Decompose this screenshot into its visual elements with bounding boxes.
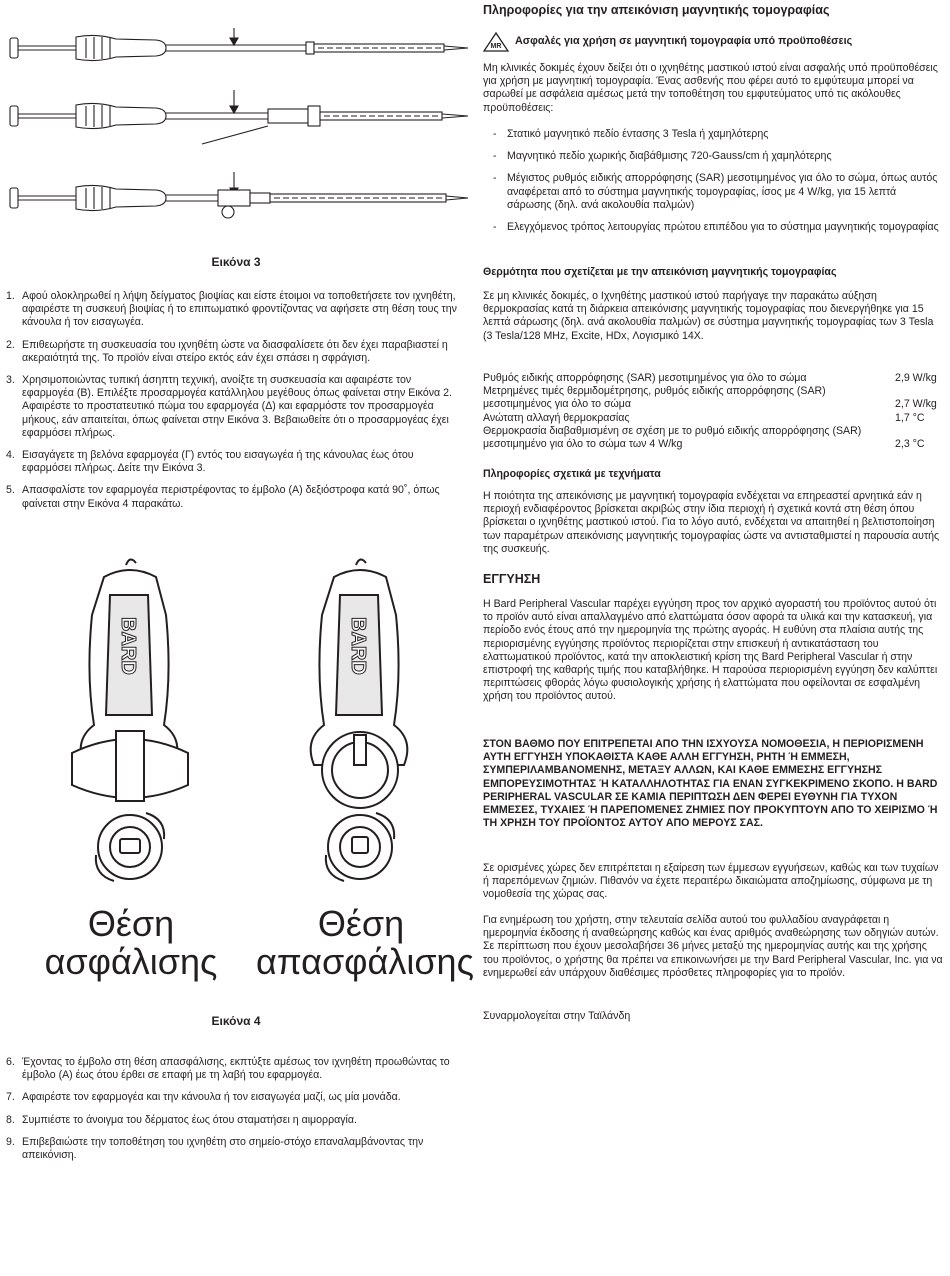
heating-values-table [483,372,943,451]
artifacts-text: Η ποιότητα της απεικόνισης με μαγνητική τομογραφία ενδέχεται να επηρεαστεί αρνητικά εάν η περιοχή ενδιαφέροντος βρίσκεται ακριβώς στην ίδια περιοχή ή σχετικά κοντά στη θέση όπου βρίσκεται ο ιχνηθέτης μαστικού ιστού. Για το λόγο αυτό, ενδέχεται να απαιτηθεί η βελτιστοποίηση των παραμέτρων απεικόνισης μαγνητικής τομογραφίας ώστε να αντισταθμιστεί η παρουσία αυτής της συσκευής. [483,490,940,555]
artifacts-title: Πληροφορίες σχετικά με τεχνήματα [483,468,661,480]
list-item: 4. Εισαγάγετε τη βελόνα εφαρμογέα (Γ) εντός του εισαγωγέα ή της κάνουλας έως ότου εφαρμόσει πλήρως. Δείτε την Εικόνα 3. [6,449,414,475]
list-item: - Ελεγχόμενος τρόπος λειτουργίας πρώτου επιπέδου για το σύστημα μαγνητικής τομογραφίας [493,221,939,234]
lock-position-label: Θέση ασφάλισης [44,903,218,982]
steps-list-b [6,1056,461,1171]
mr-conditional-row [483,32,852,52]
heat-text: Σε μη κλινικές δοκιμές, ο Ιχνηθέτης μαστικού ιστού παρήγαγε την παρακάτω αύξηση θερμοκρασίας κατά τη διάρκεια απεικόνισης μαγνητικής τομογραφίας που διενεργήθηκε για 15 λεπτά σάρωσης (δηλ. ανά ακολουθία παλμών) σε σύστημα μαγνητικής τομογραφίας των 3 Tesla (3 Tesla/128 MHz, Excite, HDx, Λογισμικό 14X. [483,290,934,342]
list-item: 3. Χρησιμοποιώντας τυπική άσηπτη τεχνική, ανοίξτε τη συσκευασία και αφαιρέστε τον εφαρμογέα (Β). Επιλέξτε προσαρμογέα κατάλληλου μεγέθους όπως φαίνεται στην Εικόνα 2. Αφαιρέστε το προστατευτικό πώμα του εφαρμογέα (Δ) και εφαρμόστε τον προσαρμογέα μήκους, εάν απαιτείται, όπως φαίνεται στην Εικόνα 3. Βεβαιωθείτε ότι ο προσαρμογέας έχει εφαρμόσει πλήρως. [6,374,452,439]
figure-4-caption: Εικόνα 4 [211,1014,261,1028]
table-row: Ρυθμός ειδικής απορρόφησης (SAR) μεσοτιμημένος για όλο το σώμα 2,9 W/kg [483,372,937,384]
warranty-title: ΕΓΓΥΗΣΗ [483,572,541,586]
table-row: Θερμοκρασία διαβαθμισμένη σε σχέση με το ρυθμό ειδικής απορρόφησης (SAR) μεσοτιμημένο για όλο το σώμα των 4 W/kg 2,3 °C [483,424,925,451]
applicator-2 [10,90,468,144]
list-item: 7. Αφαιρέστε τον εφαρμογέα και την κάνουλα ή τον εισαγωγέα μαζί, ως μία μονάδα. [6,1091,401,1104]
mr-conditional-icon [483,32,509,52]
brand-text-unlocked: BARD [347,617,369,675]
list-item: 9. Επιβεβαιώστε την τοποθέτηση του ιχνηθέτη στο σημείο-στόχο επαναλαμβάνοντας την απεικόνιση. [6,1135,424,1162]
warranty-disclaimer: ΣΤΟΝ ΒΑΘΜΟ ΠΟΥ ΕΠΙΤΡΕΠΕΤΑΙ ΑΠΟ ΤΗΝ ΙΣΧΥΟΥΣΑ ΝΟΜΟΘΕΣΙΑ, Η ΠΕΡΙΟΡΙΣΜΕΝΗ ΑΥΤΗ ΕΓΓΥΗΣΗ ΥΠΟΚΑΘΙΣΤΑ ΚΑΘΕ ΑΛΛΗ ΕΓΓΥΗΣΗ, ΡΗΤΗ Ή ΕΜΜΕΣΗ, ΣΥΜΠΕΡΙΛΑΜΒΑΝΟΜΕΝΗΣ, ΜΕΤΑΞΥ ΑΛΛΩΝ, ΚΑΙ ΚΑΘΕ ΕΜΜΕΣΗΣ ΕΓΓΥΗΣΗΣ ΕΜΠΟΡΕΥΣΙΜΟΤΗΤΑΣ Ή ΚΑΤΑΛΛΗΛΟΤΗΤΑΣ ΓΙΑ ΕΝΑΝ ΣΥΓΚΕΚΡΙΜΕΝΟ ΣΚΟΠΟ. Η BARD PERIPHERAL VASCULAR ΣΕ ΚΑΜΙΑ ΠΕΡΙΠΤΩΣΗ ΔΕΝ ΦΕΡΕΙ ΕΥΘΥΝΗ ΓΙΑ ΤΥΧΟΝ ΕΜΜΕΣΕΣ, ΤΥΧΑΙΕΣ Ή ΠΑΡΕΠΟΜΕΝΕΣ ΖΗΜΙΕΣ ΠΟΥ ΠΡΟΚΥΠΤΟΥΝ ΑΠΟ ΤΟ ΧΕΙΡΙΣΜΟ Ή ΤΗ ΧΡΗΣΗ ΤΟΥ ΠΡΟΪΟΝΤΟΣ ΑΥΤΟΥ ΑΠΟ ΜΕΡΟΥΣ ΣΑΣ. [483,738,938,830]
warranty-text: Η Bard Peripheral Vascular παρέχει εγγύηση προς τον αρχικό αγοραστή του προϊόντος αυτού ότι το προϊόν αυτό είναι απαλλαγμένο από ελαττώματα όσον αφορά τα υλικά και την κατασκευή, για περίοδο ενός έτους από την ημερομηνία της πρώτης αγοράς. Η ευθύνη στα πλαίσια αυτής της περιορισμένης εγγύησης προϊόντος περιορίζεται στην επισκευή ή αντικατάσταση του ελαττωματικού προϊόντος, κατά την αποκλειστική κρίση της Bard Peripheral Vascular ή στην επιστροφή της καθαρής τιμής που καταβλήθηκε. Η παρούσα περιορισμένη εγγύηση δεν καλύπτει περιπτώσεις φθοράς λόγω φυσιολογικής χρήσης ή ελαττώματα που οφείλονται σε εσφαλμένη χρήση του προϊόντος αυτού. [483,598,938,703]
list-item: 6. Έχοντας το έμβολο στη θέση απασφάλισης, εκπτύξτε αμέσως τον ιχνηθέτη προωθώντας το έμβολο (Α) έως ότου έρθει σε επαφή με τη λαβή του εφαρμογέα. [6,1056,450,1082]
brand-text-locked: BARD [117,617,139,675]
list-item: - Μαγνητικό πεδίο χωρικής διαβάθμισης 720-Gauss/cm ή χαμηλότερης [493,150,832,163]
user-info: Για ενημέρωση του χρήστη, στην τελευταία σελίδα αυτού του φυλλαδίου αναγράφεται η ημερομηνία έκδοσης ή αναθεώρησης καθώς και ένας αριθμός αναθεώρησης των οδηγιών αυτών. Σε περίπτωση που έχουν μεσολαβήσει 36 μήνες μεταξύ της ημερομηνίας αυτής και της χρήσης του προϊόντος, ο χρήστης θα πρέπει να επικοινωνήσει με την Bard Peripheral Vascular, Inc. για να ενημερωθεί εάν υπάρχουν διαθέσιμες πρόσθετες πληροφορίες για το προϊόν. [483,914,943,979]
locked-handle [72,559,188,881]
list-item: - Στατικό μαγνητικό πεδίο έντασης 3 Tesla ή χαμηλότερης [493,128,769,140]
svg-text:MR: MR [490,43,502,50]
figure-3-caption: Εικόνα 3 [211,255,261,269]
list-item: 5. Απασφαλίστε τον εφαρμογέα περιστρέφοντας το έμβολο (Α) δεξιόστροφα κατά 90˚, όπως φαίνεται στην Εικόνα 4 παρακάτω. [6,484,440,510]
right-column [483,0,943,1276]
steps-list-a [6,290,461,520]
figure-4-lock-unlock-drawings [44,555,454,895]
heat-title: Θερμότητα που σχετίζεται με την απεικόνιση μαγνητικής τομογραφίας [483,266,837,278]
mri-section-title: Πληροφορίες για την απεικόνιση μαγνητικής τομογραφίας [483,3,830,17]
figure-3-applicator-drawings [6,28,471,236]
applicator-3 [10,172,468,218]
unlock-position-label: Θέση απασφάλισης [256,903,474,982]
unlocked-handle [311,559,408,881]
list-item: 2. Επιθεωρήστε τη συσκευασία του ιχνηθέτη ώστε να διασφαλίσετε ότι δεν έχει παραβιαστεί η ακεραιότητά της. Το προϊόν είναι στείρο εκτός εάν έχει σπάσει η σφράγιση. [6,338,448,364]
mri-intro: Μη κλινικές δοκιμές έχουν δείξει ότι ο ιχνηθέτης μαστικού ιστού είναι ασφαλής υπό προϋποθέσεις για χρήση με μαγνητική τομογραφία. Ένας ασθενής που φέρει αυτό το εμφύτευμα μπορεί να σαρωθεί με ασφάλεια αμέσως μετά την τοποθέτηση του εμφυτεύματος υπό τις ακόλουθες προϋποθέσεις: [483,62,938,114]
mri-conditions-list [483,128,943,243]
table-row: Ανώτατη αλλαγή θερμοκρασίας 1,7 °C [483,411,925,424]
mr-conditional-label: Ασφαλές για χρήση σε μαγνητική τομογραφία υπό προϋποθέσεις [515,35,853,48]
list-item: 8. Συμπιέστε το άνοιγμα του δέρματος έως ότου σταματήσει η αιμορραγία. [6,1113,357,1126]
list-item: 1. Αφού ολοκληρωθεί η λήψη δείγματος βιοψίας και είστε έτοιμοι να τοποθετήσετε τον ιχνηθέτη, αφαιρέστε τη συσκευή βιοψίας ή το επιπωματικό φροντίζοντας να αφήσετε στη θέση τους την κάνουλα ή τον εισαγωγέα. [6,290,457,329]
left-column [6,0,474,1276]
assembled-in: Συναρμολογείται στην Ταϊλάνδη [483,1010,631,1022]
applicator-1 [10,28,468,61]
warranty-countries: Σε ορισμένες χώρες δεν επιτρέπεται η εξαίρεση των έμμεσων εγγυήσεων, καθώς και των τυχαίων ή παρεπόμενων ζημιών. Πιθανόν να έχετε περαιτέρω δικαιώματα αποζημίωσης, σύμφωνα με τη νομοθεσία της χώρας σας. [483,862,939,901]
list-item: - Μέγιστος ρυθμός ειδικής απορρόφησης (SAR) μεσοτιμημένος για όλο το σώμα, όπως αυτός αναφέρεται από το σύστημα μαγνητικής τομογραφίας, ίσος με 4 W/kg, για 15 λεπτά σάρωσης (δηλ. ανά ακολουθία παλμών) [493,172,938,211]
table-row: Μετρημένες τιμές θερμιδομέτρησης, ρυθμός ειδικής απορρόφησης (SAR) μεσοτιμημένος για όλο το σώμα 2,7 W/kg [483,385,937,411]
